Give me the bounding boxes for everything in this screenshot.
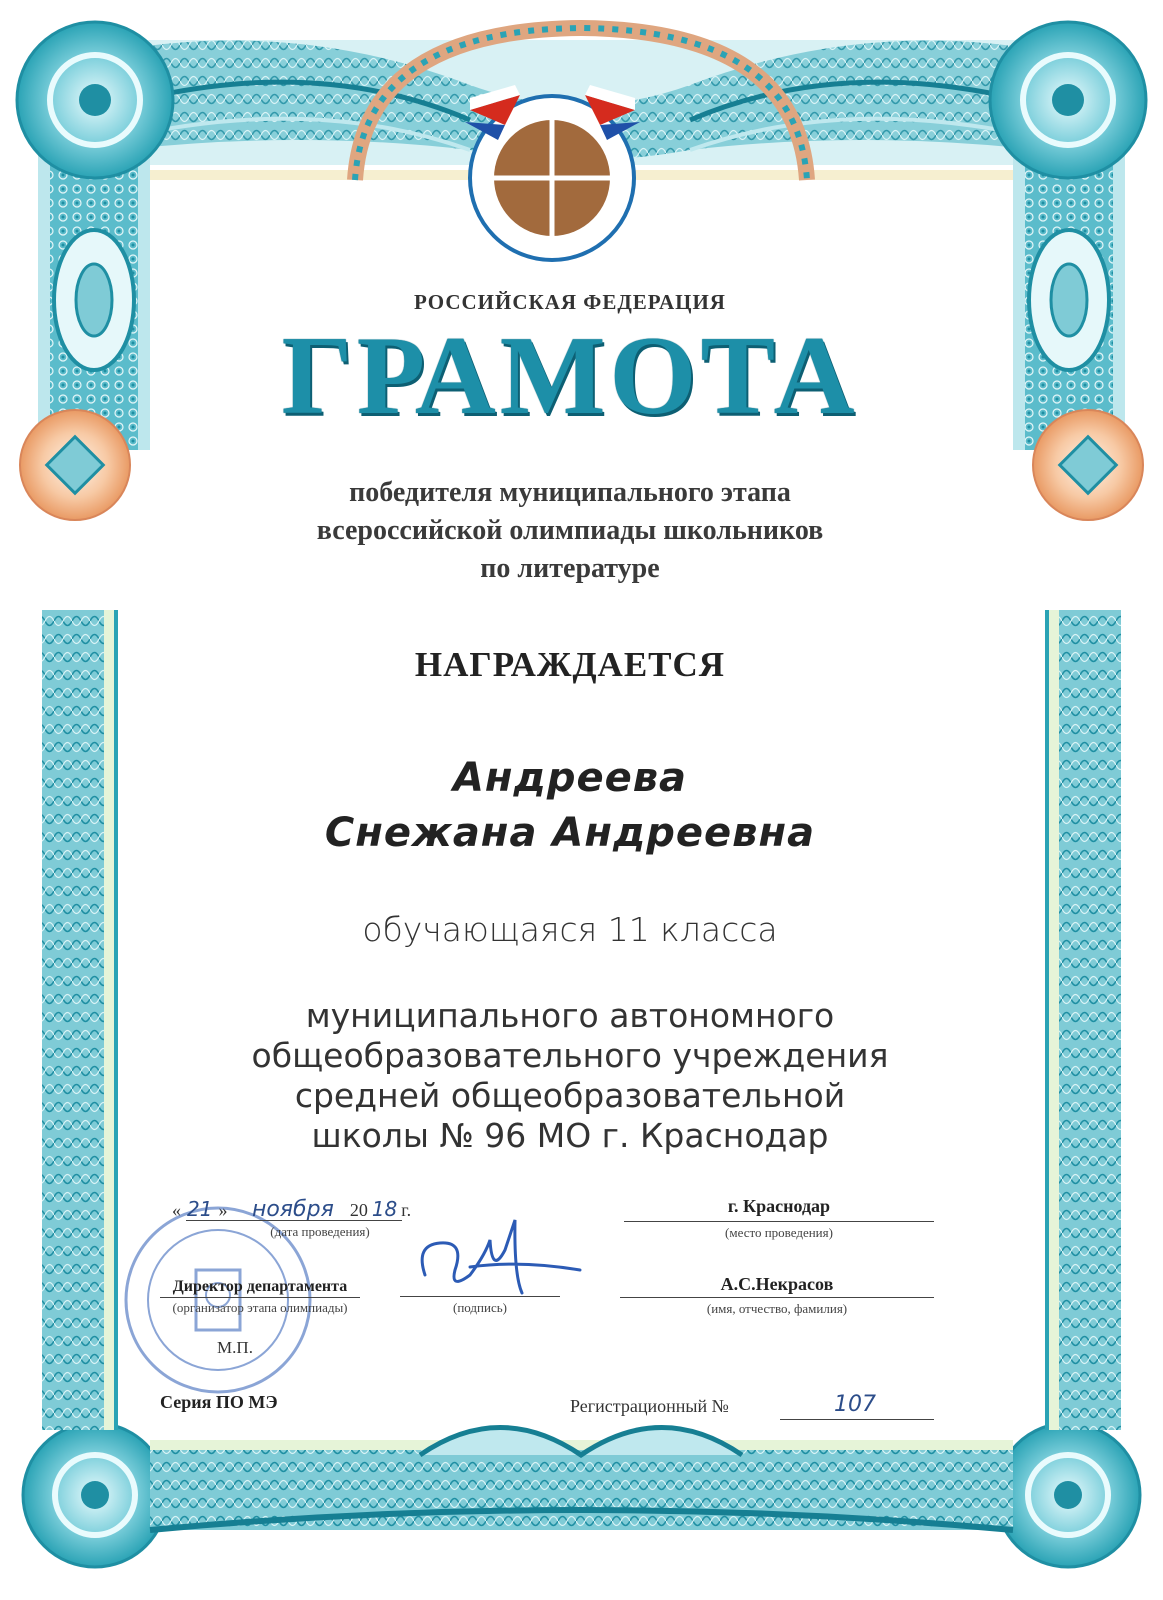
signature-image bbox=[410, 1215, 590, 1305]
recipient-surname: Андреева bbox=[452, 755, 688, 801]
date-year-prefix: 20 bbox=[349, 1200, 368, 1220]
certificate-title: ГРАМОТА bbox=[281, 314, 859, 438]
date-year-unit: г. bbox=[401, 1200, 412, 1220]
subtitle-line-2: всероссийской олимпиады школьников bbox=[316, 515, 824, 546]
date-open-quote: « bbox=[172, 1200, 181, 1220]
school-line-1: муниципального автономного bbox=[305, 996, 835, 1035]
organizer-caption: (организатор этапа олимпиады) bbox=[172, 1300, 348, 1315]
date-day: 21 bbox=[187, 1197, 213, 1221]
right-side-border bbox=[1045, 610, 1121, 1430]
corner-rosette-top-right bbox=[990, 22, 1146, 178]
signature-caption: (подпись) bbox=[453, 1300, 507, 1315]
recipient-given-names: Снежана Андреевна bbox=[324, 810, 816, 856]
school-line-2: общеобразовательного учреждения bbox=[251, 1036, 889, 1075]
place-underline bbox=[624, 1221, 934, 1222]
left-upper-column bbox=[38, 150, 150, 450]
student-class: обучающаяся 11 класса bbox=[362, 910, 778, 949]
left-orange-rosette bbox=[20, 410, 130, 520]
corner-rosette-bottom-left bbox=[23, 1423, 167, 1567]
organizer-name-underline bbox=[620, 1297, 934, 1298]
registration-underline bbox=[780, 1419, 934, 1420]
school-line-4: школы № 96 МО г. Краснодар bbox=[311, 1116, 829, 1155]
bottom-ornament-band bbox=[150, 1428, 1013, 1531]
right-orange-rosette bbox=[1033, 410, 1143, 520]
organizer-title: Директор департамента bbox=[172, 1278, 348, 1295]
corner-rosette-bottom-right bbox=[996, 1423, 1140, 1567]
registration-label: Регистрационный № bbox=[570, 1396, 729, 1416]
certificate-subtitle bbox=[230, 474, 910, 588]
series-label: Серия ПО МЭ bbox=[160, 1392, 278, 1412]
organizer-underline bbox=[160, 1297, 360, 1298]
school-line-3: средней общеобразовательной bbox=[294, 1076, 846, 1115]
signature-underline bbox=[400, 1296, 560, 1297]
organizer-name: А.С.Некрасов bbox=[720, 1274, 834, 1294]
school-name bbox=[170, 996, 970, 1156]
olympiad-logo bbox=[465, 85, 640, 260]
country-heading: РОССИЙСКАЯ ФЕДЕРАЦИЯ bbox=[414, 290, 726, 314]
registration-number: 107 bbox=[834, 1392, 876, 1417]
place-value: г. Краснодар bbox=[727, 1196, 831, 1216]
date-month: ноября bbox=[251, 1197, 334, 1222]
organizer-name-caption: (имя, отчество, фамилия) bbox=[706, 1301, 848, 1316]
date-caption: (дата проведения) bbox=[270, 1224, 370, 1239]
place-caption: (место проведения) bbox=[725, 1225, 833, 1240]
date-year-suffix: 18 bbox=[371, 1197, 398, 1221]
date-close-quote: » bbox=[218, 1200, 228, 1220]
left-side-border bbox=[42, 610, 118, 1430]
right-upper-column bbox=[1013, 150, 1125, 450]
subtitle-line-1: победителя муниципального этапа bbox=[349, 477, 791, 508]
awarded-heading: НАГРАЖДАЕТСЯ bbox=[414, 645, 726, 684]
corner-rosette-top-left bbox=[17, 22, 173, 178]
stamp-place-label: М.П. bbox=[217, 1338, 253, 1357]
subtitle-line-3: по литературе bbox=[480, 553, 660, 584]
date-underline bbox=[186, 1220, 402, 1221]
